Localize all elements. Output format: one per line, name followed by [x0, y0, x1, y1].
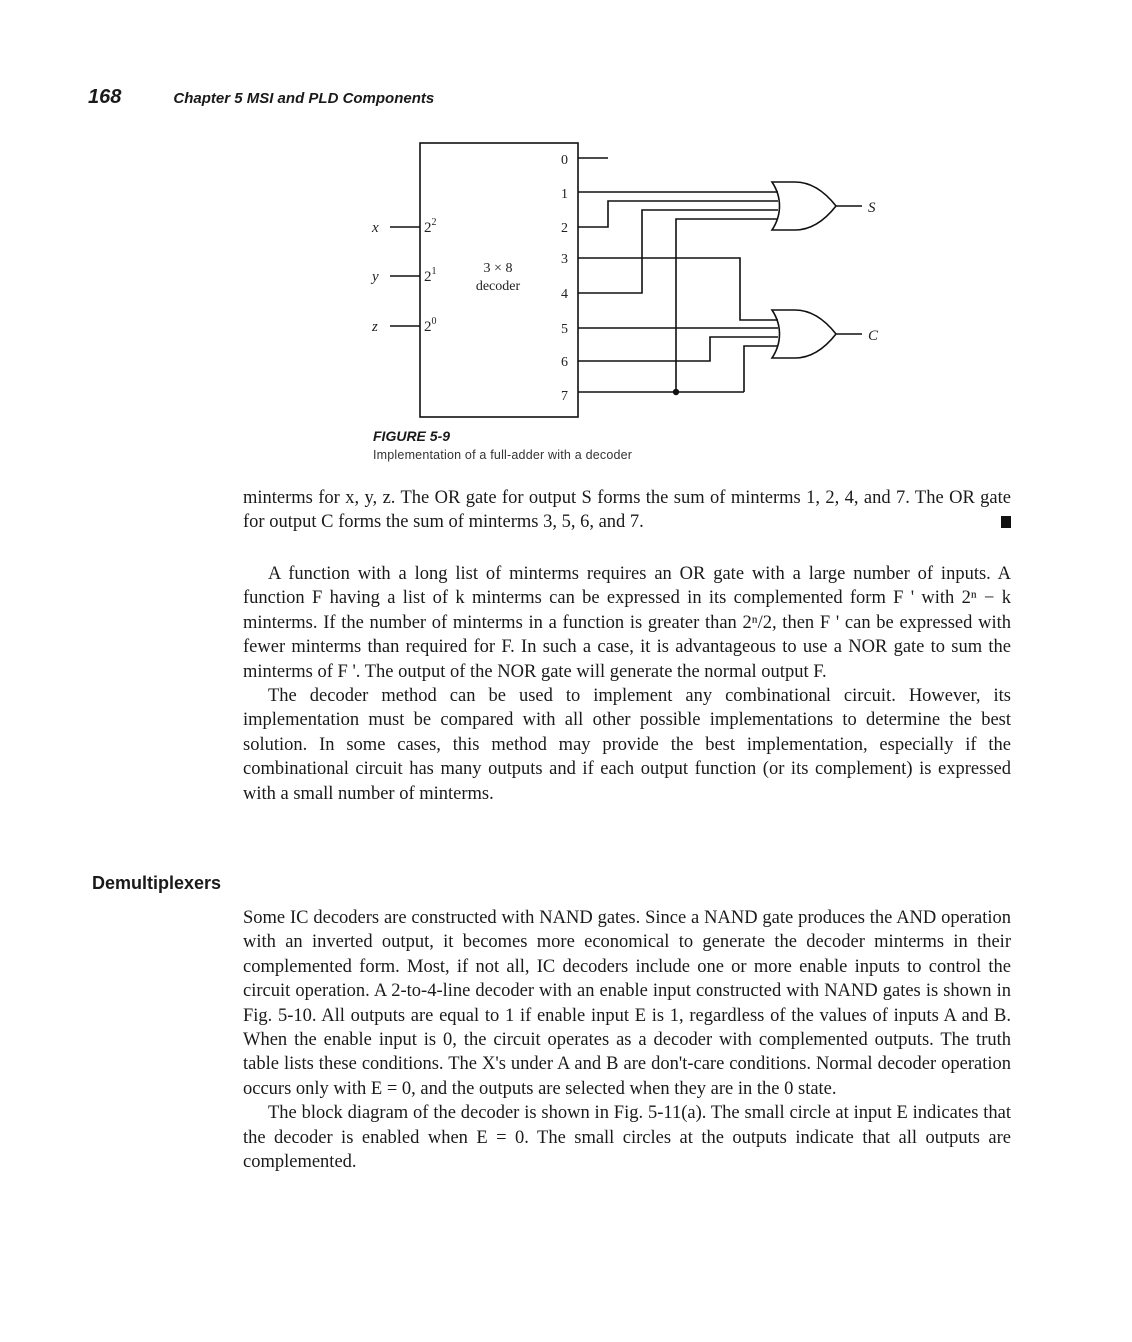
input-label-z: z — [372, 319, 378, 335]
figure-5-9-diagram — [350, 140, 910, 425]
end-of-example-mark — [1001, 516, 1011, 528]
section-heading: Demultiplexers — [92, 873, 222, 893]
output-number-0: 0 — [561, 153, 568, 168]
input-label-x: x — [372, 220, 379, 236]
output-label-s: S — [868, 200, 876, 216]
output-number-4: 4 — [561, 287, 568, 302]
page-number: 168 — [88, 86, 122, 108]
input-label-y: y — [372, 269, 379, 285]
paragraph-3: The decoder method can be used to implement any combinational circuit. However, its implementation must be compared with all other possible implementations to determine the best solution. In some cases, this method may provide the best implementation, especially if the combinational circuit has many outputs and if each output function (or its complement) is expressed with a small number of minterms. — [243, 686, 1011, 804]
junction-dot — [673, 389, 679, 395]
output-number-1: 1 — [561, 187, 568, 202]
paragraph-2: A function with a long list of minterms requires an OR gate with a large number of inputs. A function F having a list of k minterms can be expressed in its complemented form F ' with 2ⁿ − k minterms. If the number of minterms in a function is greater than 2ⁿ/2, then F ' can be expressed with fewer minterms than required for F. In such a case, it is advantageous to use a NOR gate to sum the minterms of F '. The output of the NOR gate will generate the normal output F. — [243, 564, 1011, 682]
or-gate-c — [772, 310, 836, 358]
paragraph-1-block — [243, 486, 1011, 535]
output-label-c: C — [868, 328, 879, 344]
output-number-7: 7 — [561, 389, 568, 404]
decoder-label-size: 3 × 8 — [483, 261, 513, 276]
input-weight-2-2: $2^2$ — [424, 217, 437, 236]
input-weight-2-0: $2^0$ — [424, 316, 437, 335]
output-number-2: 2 — [561, 221, 568, 236]
paragraphs-4-5-block — [243, 906, 1011, 1174]
paragraphs-2-3-block — [243, 562, 1011, 806]
paragraph-1: minterms for x, y, z. The OR gate for output S forms the sum of minterms 1, 2, 4, and 7. The OR gate for output C forms the sum of minterms 3, 5, 6, and 7. — [243, 488, 1011, 533]
input-weight-2-1: $2^1$ — [424, 266, 437, 285]
or-gate-s — [772, 182, 836, 230]
decoder-label-name: decoder — [475, 279, 521, 294]
figure-caption — [373, 428, 632, 462]
output-number-6: 6 — [561, 355, 568, 370]
page-header — [88, 86, 434, 109]
output-number-5: 5 — [561, 322, 568, 337]
paragraph-4: Some IC decoders are constructed with NAND gates. Since a NAND gate produces the AND operation with an inverted output, it becomes more economical to generate the decoder minterms in their complemented form. Most, if not all, IC decoders include one or more enable inputs to control the circuit operation. A 2-to-4-line decoder with an enable input constructed with NAND gates is shown in Fig. 5-10. All outputs are equal to 1 if enable input E is 1, regardless of the values of inputs A and B. When the enable input is 0, the circuit operates as a decoder with complemented outputs. The truth table lists these conditions. The X's under A and B are don't-care conditions. Normal decoder operation occurs only with E = 0, and the outputs are selected when they are in the 0 state. — [243, 908, 1011, 1099]
caption-text: Implementation of a full-adder with a decoder — [373, 448, 633, 462]
caption-title: FIGURE 5-9 — [373, 428, 451, 444]
paragraph-5: The block diagram of the decoder is shown in Fig. 5-11(a). The small circle at input E indicates that the decoder is enabled when E = 0. The small circles at the outputs indicate that all outputs are complemented. — [243, 1103, 1011, 1173]
chapter-title: Chapter 5 MSI and PLD Components — [173, 90, 435, 107]
output-number-3: 3 — [561, 252, 568, 267]
